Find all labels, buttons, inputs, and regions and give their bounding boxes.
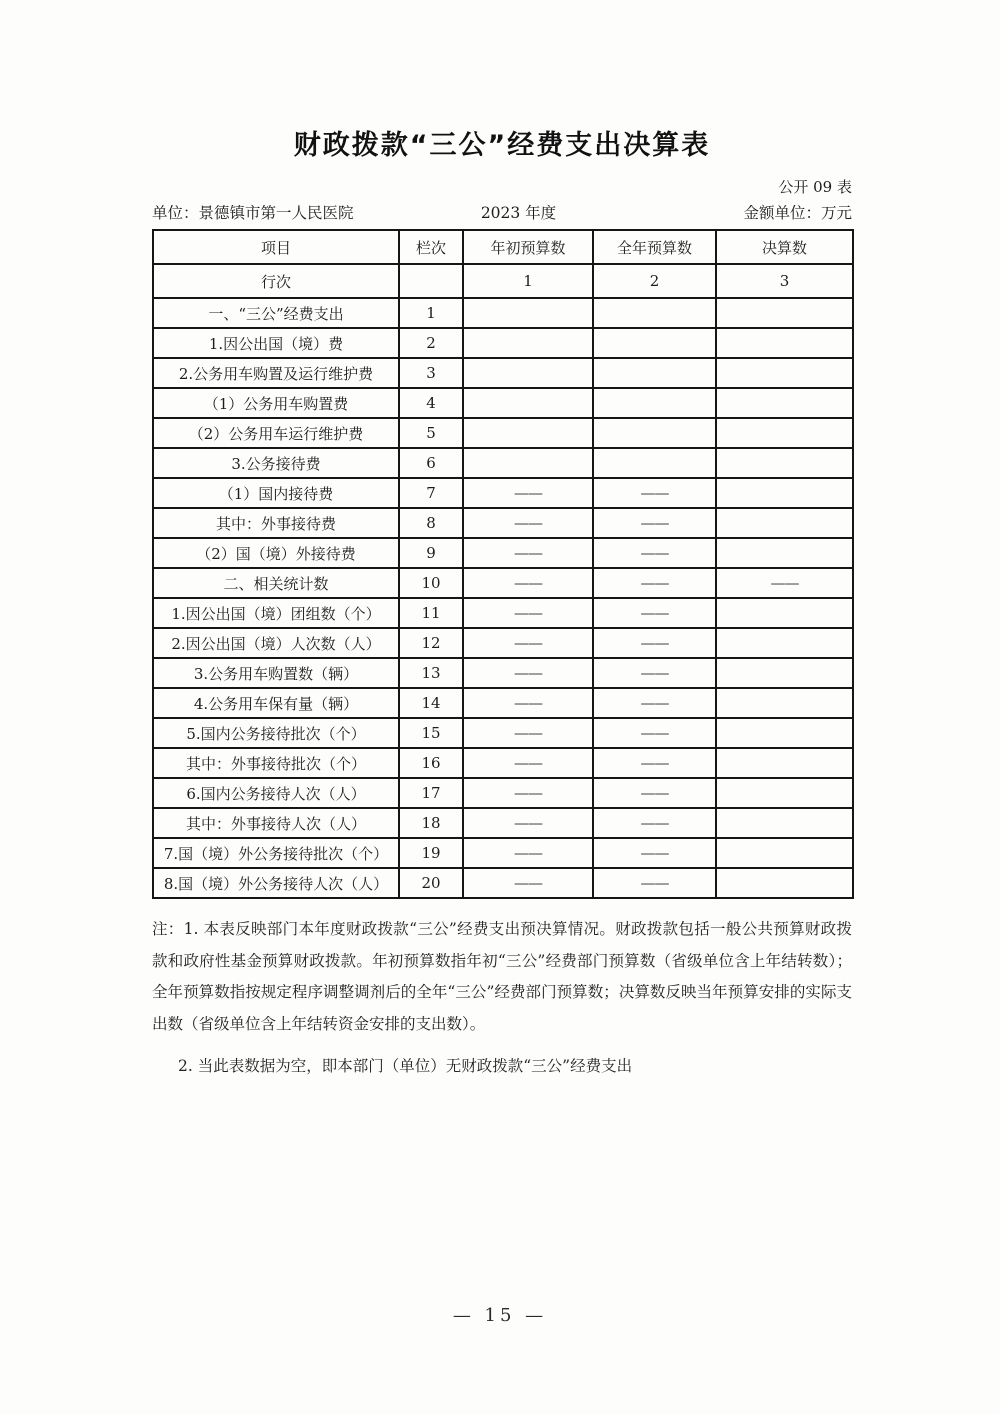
row-annual-budget-cell: ——	[593, 868, 716, 898]
col-header-item: 项目	[153, 230, 399, 264]
subheader-col-3: 3	[716, 264, 853, 298]
row-line-number: 6	[399, 448, 463, 478]
row-initial-budget-cell: ——	[463, 538, 593, 568]
row-final-accounts-cell	[716, 598, 853, 628]
fiscal-year: 2023 年度	[480, 204, 557, 222]
row-line-number: 2	[399, 328, 463, 358]
row-annual-budget-cell: ——	[593, 718, 716, 748]
row-item-label: 4.公务用车保有量（辆）	[153, 688, 399, 718]
note-1: 注：1. 本表反映部门本年度财政拨款“三公”经费支出预决算情况。财政拨款包括一般公共预算财政拨款和政府性基金预算财政拨款。年初预算数指年初“三公”经费部门预算数（省级单位含上年结转数）；全年预算数指按规定程序调整调剂后的全年“三公”经费部门预算数；决算数反映当年预算安排的实际支出数（省级单位含上年结转资金安排的支出数）。	[152, 920, 852, 1033]
row-line-number: 7	[399, 478, 463, 508]
row-item-label: 二、相关统计数	[153, 568, 399, 598]
amount-unit: 金额单位：万元	[743, 204, 852, 222]
row-annual-budget-cell	[593, 448, 716, 478]
subheader-col-1: 1	[463, 264, 593, 298]
row-final-accounts-cell	[716, 838, 853, 868]
row-initial-budget-cell	[463, 388, 593, 418]
row-initial-budget-cell: ——	[463, 568, 593, 598]
table-row	[153, 718, 853, 748]
row-annual-budget-cell	[593, 388, 716, 418]
row-item-label: 7.国（境）外公务接待批次（个）	[153, 838, 399, 868]
page-number: — 15 —	[452, 1305, 548, 1326]
note-2: 2. 当此表数据为空，即本部门（单位）无财政拨款“三公”经费支出	[178, 1057, 633, 1075]
subheader-blank-cell	[399, 264, 463, 298]
expense-table	[152, 229, 854, 899]
table-row	[153, 328, 853, 358]
content-area	[152, 0, 852, 1083]
table-row	[153, 688, 853, 718]
table-header-row	[153, 230, 853, 264]
row-annual-budget-cell: ——	[593, 658, 716, 688]
row-item-label: 6.国内公务接待人次（人）	[153, 778, 399, 808]
row-final-accounts-cell	[716, 688, 853, 718]
row-item-label: 8.国（境）外公务接待人次（人）	[153, 868, 399, 898]
row-annual-budget-cell: ——	[593, 778, 716, 808]
row-final-accounts-cell	[716, 508, 853, 538]
row-item-label: 其中：外事接待人次（人）	[153, 808, 399, 838]
row-initial-budget-cell	[463, 418, 593, 448]
table-row	[153, 778, 853, 808]
row-line-number: 15	[399, 718, 463, 748]
row-annual-budget-cell: ——	[593, 598, 716, 628]
row-annual-budget-cell: ——	[593, 538, 716, 568]
row-item-label: 5.国内公务接待批次（个）	[153, 718, 399, 748]
row-initial-budget-cell: ——	[463, 508, 593, 538]
col-header-annual-budget: 全年预算数	[593, 230, 716, 264]
table-row	[153, 538, 853, 568]
row-initial-budget-cell: ——	[463, 628, 593, 658]
row-annual-budget-cell: ——	[593, 838, 716, 868]
col-header-column-no: 栏次	[399, 230, 463, 264]
row-line-number: 5	[399, 418, 463, 448]
subheader-col-2: 2	[593, 264, 716, 298]
row-initial-budget-cell: ——	[463, 478, 593, 508]
table-body	[153, 298, 853, 898]
row-item-label: 其中：外事接待费	[153, 508, 399, 538]
row-final-accounts-cell	[716, 808, 853, 838]
row-annual-budget-cell: ——	[593, 628, 716, 658]
row-item-label: （2）国（境）外接待费	[153, 538, 399, 568]
row-final-accounts-cell	[716, 658, 853, 688]
row-initial-budget-cell: ——	[463, 718, 593, 748]
row-line-number: 18	[399, 808, 463, 838]
row-line-number: 12	[399, 628, 463, 658]
row-line-number: 13	[399, 658, 463, 688]
row-initial-budget-cell: ——	[463, 658, 593, 688]
row-line-number: 4	[399, 388, 463, 418]
col-header-final-accounts: 决算数	[716, 230, 853, 264]
row-final-accounts-cell	[716, 358, 853, 388]
row-initial-budget-cell	[463, 448, 593, 478]
table-row	[153, 568, 853, 598]
row-final-accounts-cell	[716, 778, 853, 808]
table-row	[153, 298, 853, 328]
row-annual-budget-cell: ——	[593, 508, 716, 538]
row-item-label: （1）国内接待费	[153, 478, 399, 508]
row-initial-budget-cell: ——	[463, 778, 593, 808]
table-row	[153, 838, 853, 868]
row-initial-budget-cell: ——	[463, 688, 593, 718]
row-final-accounts-cell	[716, 718, 853, 748]
row-final-accounts-cell: ——	[716, 568, 853, 598]
row-annual-budget-cell	[593, 298, 716, 328]
meta-row	[152, 203, 852, 223]
row-final-accounts-cell	[716, 328, 853, 358]
form-code: 公开 09 表	[778, 178, 852, 196]
table-row	[153, 508, 853, 538]
row-initial-budget-cell	[463, 328, 593, 358]
row-initial-budget-cell: ——	[463, 748, 593, 778]
row-annual-budget-cell: ——	[593, 568, 716, 598]
row-item-label: （1）公务用车购置费	[153, 388, 399, 418]
row-line-number: 10	[399, 568, 463, 598]
row-initial-budget-cell: ——	[463, 838, 593, 868]
table-row	[153, 358, 853, 388]
row-initial-budget-cell	[463, 298, 593, 328]
table-row	[153, 808, 853, 838]
row-line-number: 3	[399, 358, 463, 388]
table-row	[153, 478, 853, 508]
row-annual-budget-cell	[593, 328, 716, 358]
row-line-number: 17	[399, 778, 463, 808]
row-final-accounts-cell	[716, 388, 853, 418]
row-item-label: 1.因公出国（境）团组数（个）	[153, 598, 399, 628]
row-line-number: 16	[399, 748, 463, 778]
row-final-accounts-cell	[716, 448, 853, 478]
row-item-label: 2.因公出国（境）人次数（人）	[153, 628, 399, 658]
row-line-number: 14	[399, 688, 463, 718]
row-initial-budget-cell: ——	[463, 868, 593, 898]
row-item-label: （2）公务用车运行维护费	[153, 418, 399, 448]
row-annual-budget-cell	[593, 358, 716, 388]
row-line-number: 11	[399, 598, 463, 628]
row-final-accounts-cell	[716, 298, 853, 328]
row-annual-budget-cell: ——	[593, 478, 716, 508]
table-row	[153, 598, 853, 628]
row-annual-budget-cell: ——	[593, 688, 716, 718]
row-annual-budget-cell	[593, 418, 716, 448]
row-item-label: 一、“三公”经费支出	[153, 298, 399, 328]
row-line-number: 19	[399, 838, 463, 868]
unit-name: 单位：景德镇市第一人民医院	[152, 204, 354, 222]
row-item-label: 1.因公出国（境）费	[153, 328, 399, 358]
row-initial-budget-cell	[463, 358, 593, 388]
row-final-accounts-cell	[716, 538, 853, 568]
table-row	[153, 418, 853, 448]
row-final-accounts-cell	[716, 418, 853, 448]
col-header-initial-budget: 年初预算数	[463, 230, 593, 264]
row-final-accounts-cell	[716, 628, 853, 658]
table-subheader-row	[153, 264, 853, 298]
row-item-label: 2.公务用车购置及运行维护费	[153, 358, 399, 388]
row-final-accounts-cell	[716, 868, 853, 898]
row-line-number: 8	[399, 508, 463, 538]
row-initial-budget-cell: ——	[463, 598, 593, 628]
row-line-number: 1	[399, 298, 463, 328]
row-final-accounts-cell	[716, 478, 853, 508]
row-initial-budget-cell: ——	[463, 808, 593, 838]
row-item-label: 其中：外事接待批次（个）	[153, 748, 399, 778]
table-row	[153, 658, 853, 688]
table-row	[153, 748, 853, 778]
row-final-accounts-cell	[716, 748, 853, 778]
table-row	[153, 628, 853, 658]
page-title: 财政拨款“三公”经费支出决算表	[293, 130, 711, 161]
row-line-number: 9	[399, 538, 463, 568]
row-annual-budget-cell: ——	[593, 748, 716, 778]
row-item-label: 3.公务接待费	[153, 448, 399, 478]
table-row	[153, 448, 853, 478]
row-line-number: 20	[399, 868, 463, 898]
row-annual-budget-cell: ——	[593, 808, 716, 838]
table-row	[153, 388, 853, 418]
row-item-label: 3.公务用车购置数（辆）	[153, 658, 399, 688]
subheader-line-label: 行次	[153, 264, 399, 298]
table-row	[153, 868, 853, 898]
